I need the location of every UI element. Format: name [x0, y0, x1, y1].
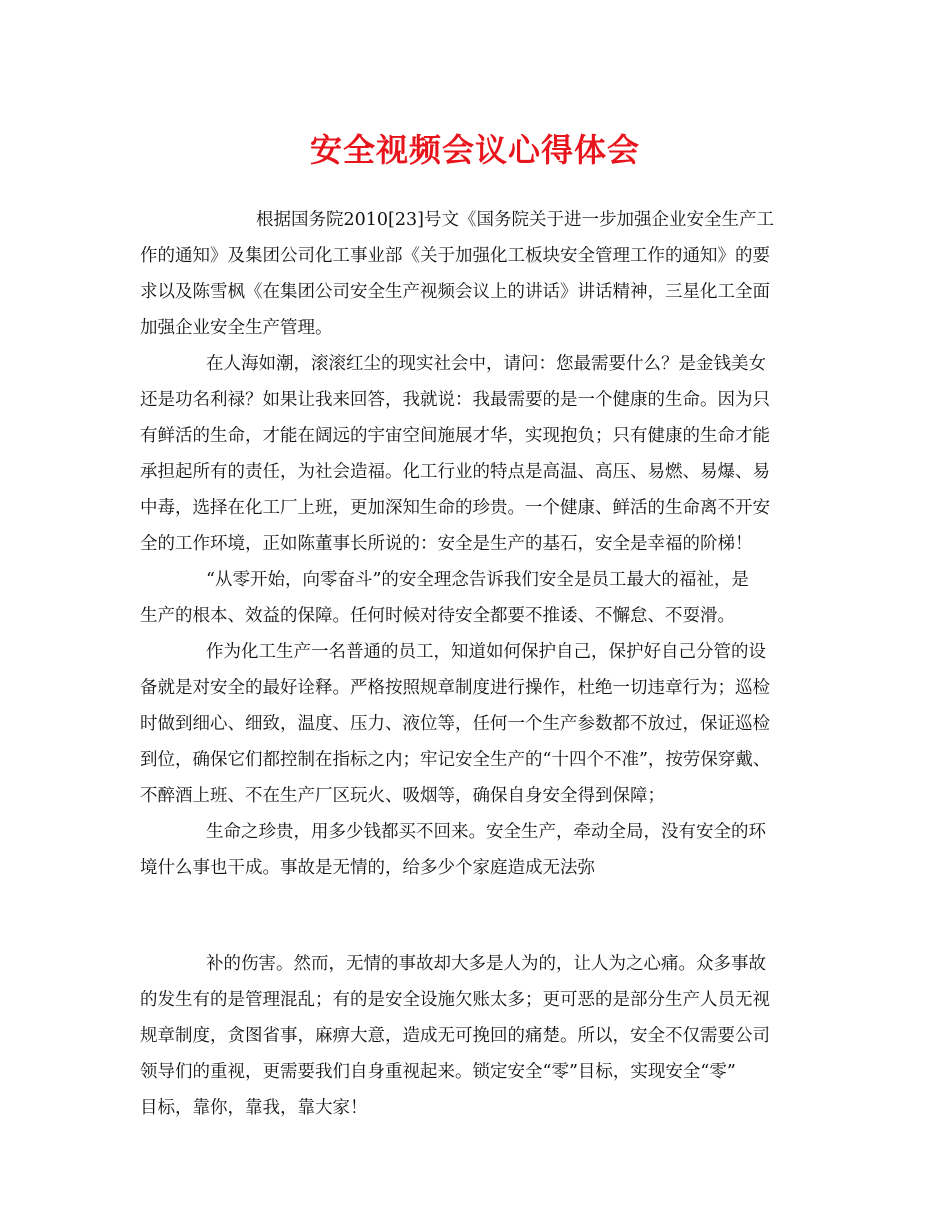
body-line: 生产的根本、效益的保障。任何时候对待安全都要不推诿、不懈怠、不耍滑。 [140, 606, 735, 626]
body-line: 根据国务院2010[23]号文《国务院关于进一步加强企业安全生产工 [256, 210, 774, 230]
body-line: 境什么事也干成。事故是无情的，给多少个家庭造成无法弥 [140, 858, 595, 878]
body-line: 有鲜活的生命，才能在阔远的宇宙空间施展才华，实现抱负；只有健康的生命才能 [140, 426, 770, 446]
body-line: 到位，确保它们都控制在指标之内；牢记安全生产的“十四个不准”，按劳保穿戴、 [140, 750, 771, 770]
body-line: 承担起所有的责任，为社会造福。化工行业的特点是高温、高压、易燃、易爆、易 [140, 462, 770, 482]
body-line: 还是功名利禄？如果让我来回答，我就说：我最需要的是一个健康的生命。因为只 [140, 390, 770, 410]
body-line: 作的通知》及集团公司化工事业部《关于加强化工板块安全管理工作的通知》的要 [140, 246, 770, 266]
body-line: 不醉酒上班、不在生产厂区玩火、吸烟等，确保自身安全得到保障； [140, 786, 665, 806]
body-line: 全的工作环境，正如陈董事长所说的：安全是生产的基石，安全是幸福的阶梯！ [140, 534, 753, 554]
body-line: 在人海如潮，滚滚红尘的现实社会中，请问：您最需要什么？是金钱美女 [206, 354, 766, 374]
page-title: 安全视频会议心得体会 [309, 131, 640, 169]
body-line: 求以及陈雪枫《在集团公司安全生产视频会议上的讲话》讲话精神，三星化工全面 [140, 282, 770, 302]
body-line: 领导们的重视，更需要我们自身重视起来。锁定安全“零”目标，实现安全“零” [140, 1062, 736, 1082]
body-line: 生命之珍贵，用多少钱都买不回来。安全生产，牵动全局，没有安全的环 [206, 822, 766, 842]
body-line: 规章制度，贪图省事，麻痹大意，造成无可挽回的痛楚。所以，安全不仅需要公司 [140, 1026, 770, 1046]
body-line: 作为化工生产一名普通的员工，知道如何保护自己，保护好自己分管的设 [206, 642, 766, 662]
body-line: “从零开始，向零奋斗”的安全理念告诉我们安全是员工最大的福祉，是 [206, 570, 749, 590]
body-line: 时做到细心、细致，温度、压力、液位等，任何一个生产参数都不放过，保证巡检 [140, 714, 770, 734]
body-line: 备就是对安全的最好诠释。严格按照规章制度进行操作，杜绝一切违章行为；巡检 [140, 678, 770, 698]
body-line: 加强企业安全生产管理。 [140, 318, 333, 338]
body-line: 补的伤害。然而，无情的事故却大多是人为的，让人为之心痛。众多事故 [206, 954, 766, 974]
body-line: 的发生有的是管理混乱；有的是安全设施欠账太多；更可恶的是部分生产人员无视 [140, 990, 770, 1010]
body-line: 中毒，选择在化工厂上班，更加深知生命的珍贵。一个健康、鲜活的生命离不开安 [140, 498, 770, 518]
body-line: 目标，靠你，靠我，靠大家！ [140, 1098, 368, 1118]
